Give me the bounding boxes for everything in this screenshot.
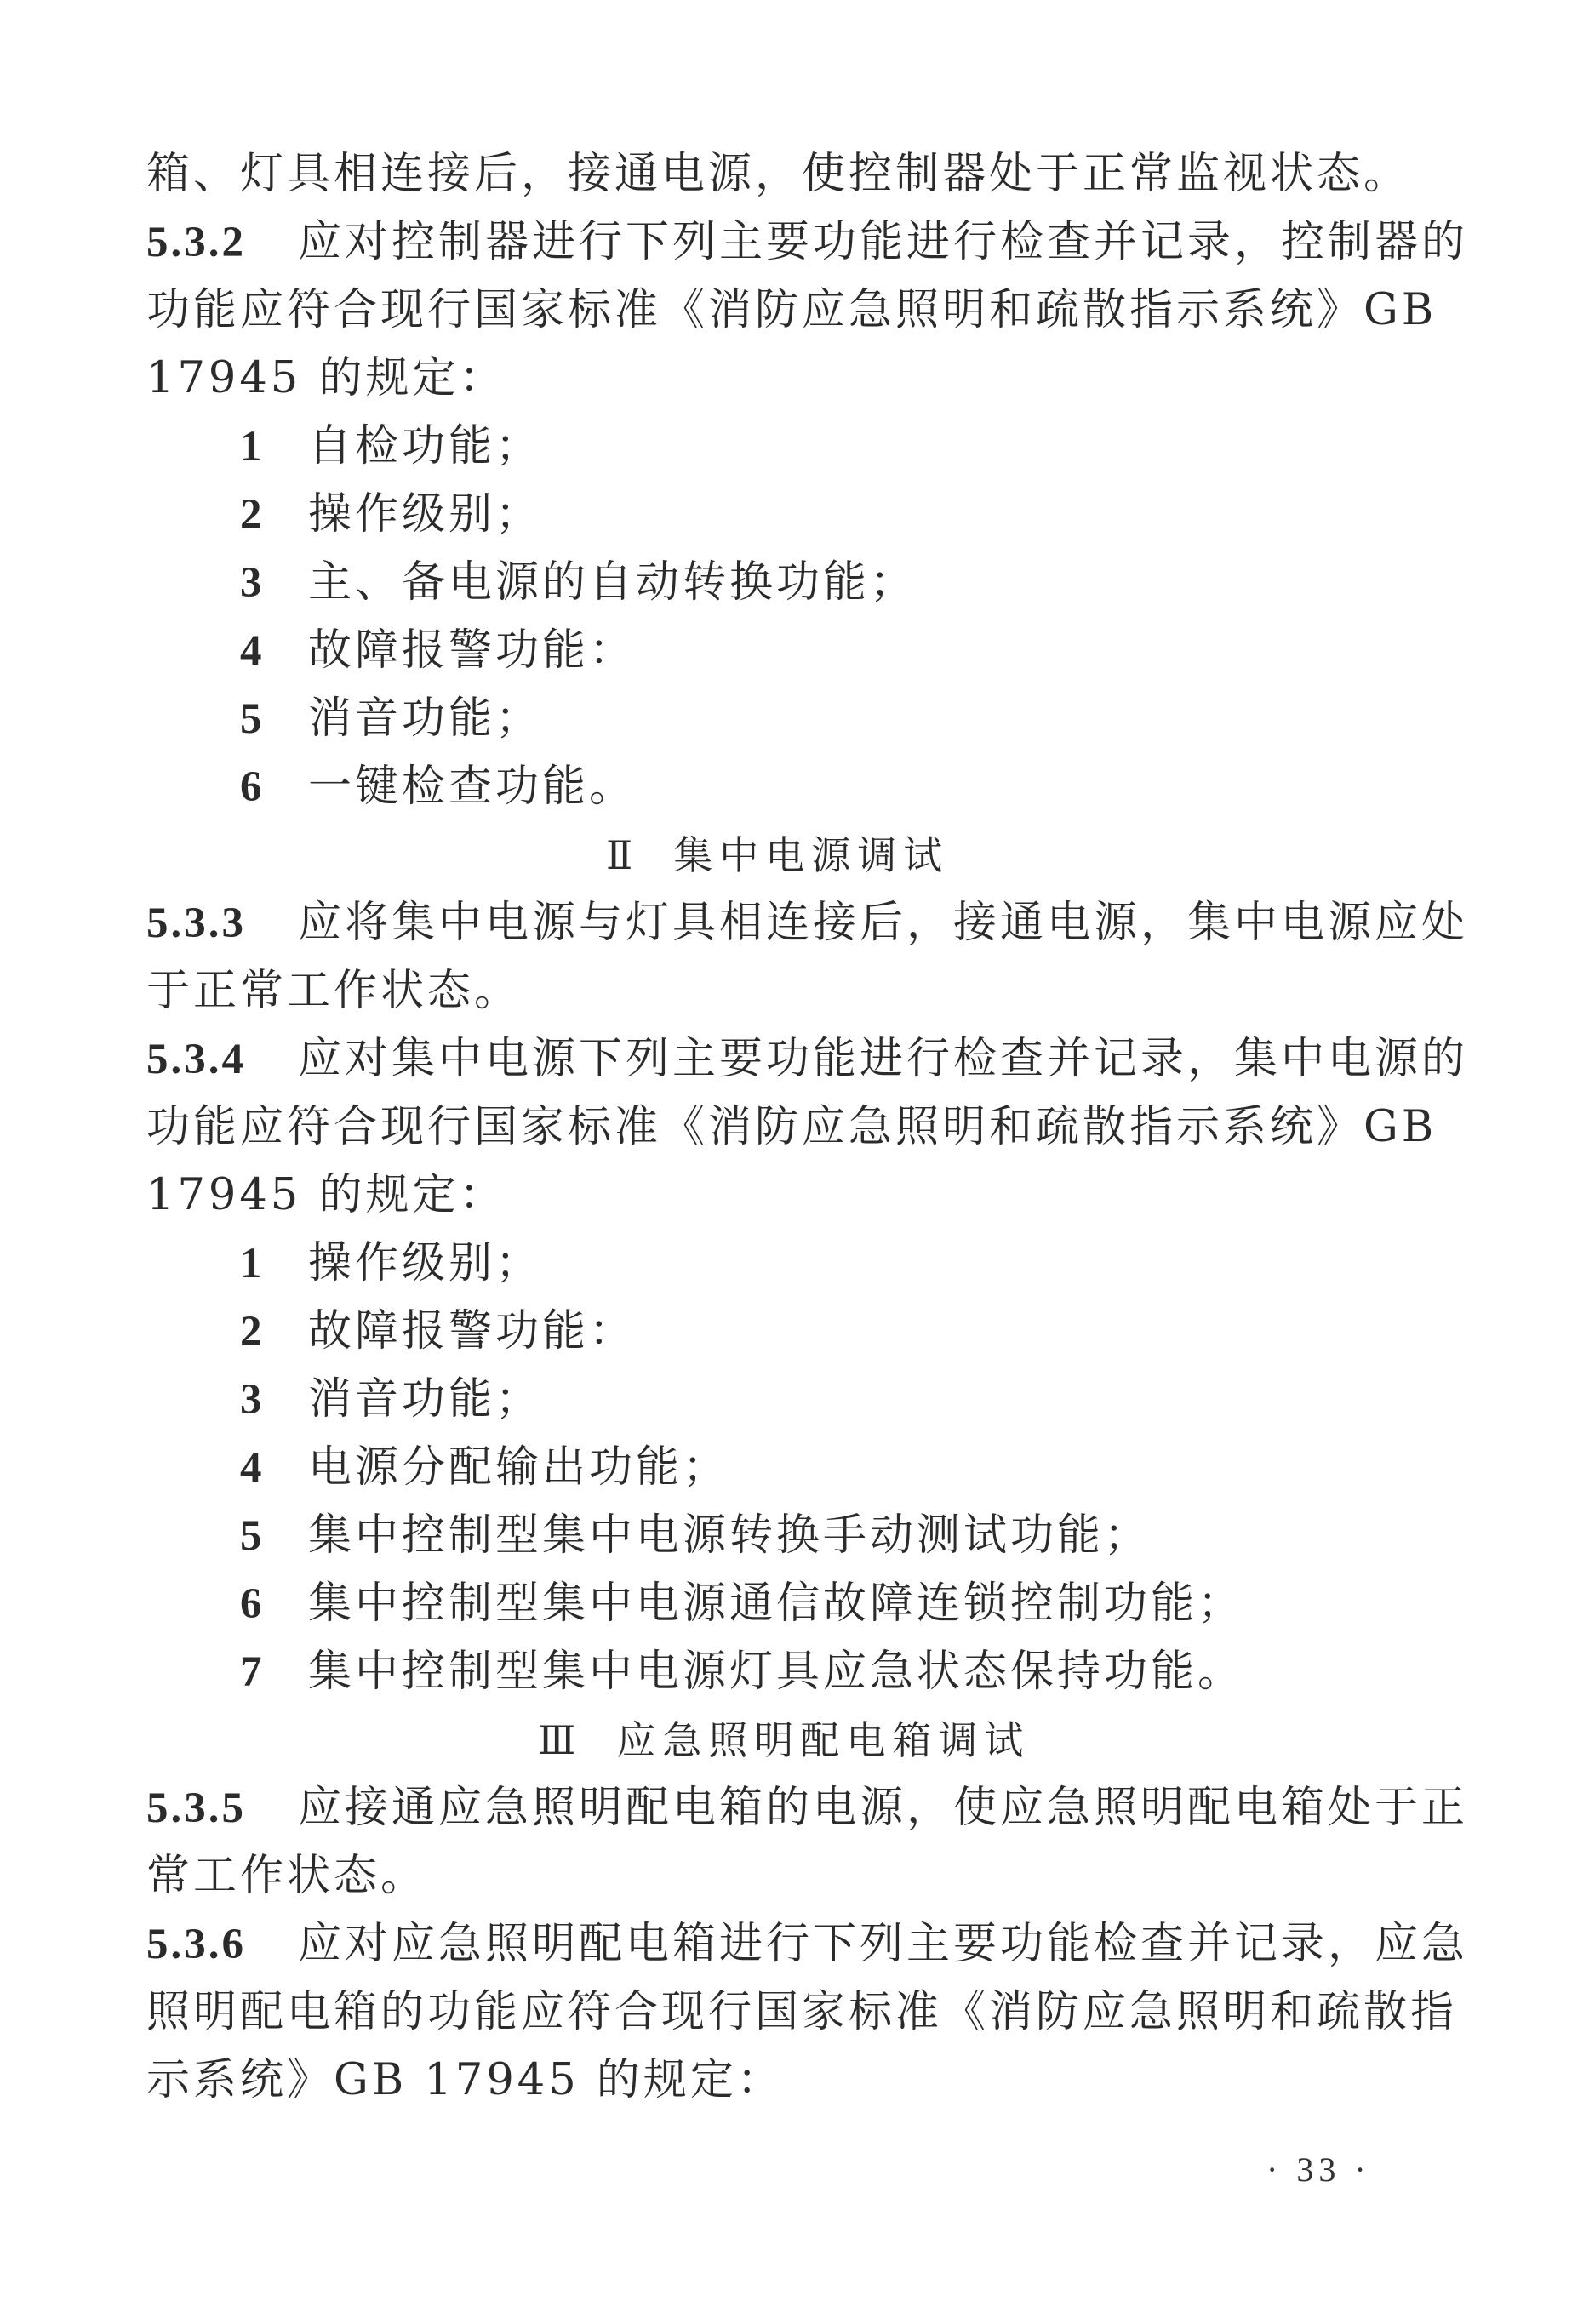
clause-text: 应接通应急照明配电箱的电源，使应急照明配电箱处于正 xyxy=(298,1783,1469,1833)
item-number: 6 xyxy=(240,1580,265,1628)
clause-number: 5.3.6 xyxy=(146,1921,246,1968)
item-text: 消音功能； xyxy=(308,1374,543,1425)
clause-number: 5.3.5 xyxy=(146,1784,246,1832)
item-number: 1 xyxy=(240,423,265,471)
clause-text: 应将集中电源与灯具相连接后，接通电源，集中电源应处 xyxy=(298,898,1469,948)
list-item xyxy=(240,1306,636,1357)
clause-5-3-4 xyxy=(146,1034,1468,1085)
clause-5-3-5 xyxy=(146,1783,1468,1834)
section-roman-numeral: Ⅲ xyxy=(538,1719,583,1762)
section-heading-ii xyxy=(606,830,949,882)
section-heading-text: 应急照明配电箱调试 xyxy=(616,1717,1031,1763)
text-line xyxy=(146,285,1437,336)
list-item xyxy=(240,1374,542,1425)
line-text: 于正常工作状态。 xyxy=(146,966,522,1016)
text-line xyxy=(146,1851,427,1902)
item-number: 4 xyxy=(240,1444,265,1492)
item-text: 自检功能； xyxy=(308,421,543,471)
clause-5-3-3 xyxy=(146,898,1468,949)
item-number: 7 xyxy=(240,1648,265,1696)
list-item xyxy=(240,1647,1244,1698)
list-item xyxy=(240,421,542,472)
clause-text: 应对应急照明配电箱进行下列主要功能检查并记录，应急 xyxy=(298,1919,1469,1969)
clause-number: 5.3.3 xyxy=(146,899,246,947)
item-text: 消音功能； xyxy=(308,694,543,744)
item-text: 操作级别； xyxy=(308,489,543,540)
item-number: 5 xyxy=(240,1512,265,1560)
item-number: 3 xyxy=(240,1376,265,1424)
item-number: 6 xyxy=(240,763,265,811)
clause-text: 应对控制器进行下列主要功能进行检查并记录，控制器的 xyxy=(298,217,1469,267)
line-text: 示系统》GB 17945 的规定： xyxy=(146,2055,784,2105)
list-item xyxy=(240,1510,1151,1562)
item-number: 1 xyxy=(240,1240,265,1288)
line-text: 17945 的规定： xyxy=(146,353,506,403)
list-item xyxy=(240,1579,1244,1630)
item-number: 5 xyxy=(240,695,265,743)
item-text: 故障报警功能： xyxy=(308,1306,637,1356)
item-number: 3 xyxy=(240,559,265,607)
clause-text: 应对集中电源下列主要功能进行检查并记录，集中电源的 xyxy=(298,1034,1469,1084)
page-number: · 33 · xyxy=(1266,2150,1371,2189)
item-text: 操作级别； xyxy=(308,1238,543,1288)
list-item xyxy=(240,1238,542,1289)
clause-number: 5.3.4 xyxy=(146,1036,246,1083)
list-item xyxy=(240,557,917,608)
list-item xyxy=(240,762,636,813)
text-line xyxy=(146,149,1410,200)
item-number: 4 xyxy=(240,627,265,675)
item-number: 2 xyxy=(240,491,265,539)
text-line xyxy=(146,1987,1457,2038)
item-text: 集中控制型集中电源通信故障连锁控制功能； xyxy=(308,1579,1245,1629)
item-text: 电源分配输出功能； xyxy=(308,1442,730,1493)
line-text: 17945 的规定： xyxy=(146,1170,506,1220)
section-roman-numeral: Ⅱ xyxy=(606,834,640,877)
text-line xyxy=(146,1102,1437,1153)
line-text: 箱、灯具相连接后，接通电源，使控制器处于正常监视状态。 xyxy=(146,149,1411,199)
item-text: 主、备电源的自动转换功能； xyxy=(308,557,917,608)
text-line xyxy=(146,353,506,404)
item-number: 2 xyxy=(240,1308,265,1356)
section-heading-text: 集中电源调试 xyxy=(673,832,950,878)
list-item xyxy=(240,694,542,745)
text-line xyxy=(146,2055,784,2106)
item-text: 集中控制型集中电源转换手动测试功能； xyxy=(308,1510,1152,1561)
list-item xyxy=(240,489,542,540)
line-text: 照明配电箱的功能应符合现行国家标准《消防应急照明和疏散指 xyxy=(146,1987,1458,2037)
line-text: 功能应符合现行国家标准《消防应急照明和疏散指示系统》GB xyxy=(146,1102,1438,1152)
item-text: 故障报警功能： xyxy=(308,625,637,676)
section-heading-iii xyxy=(538,1715,1030,1767)
clause-5-3-6 xyxy=(146,1919,1468,1970)
text-line xyxy=(146,966,521,1017)
item-text: 集中控制型集中电源灯具应急状态保持功能。 xyxy=(308,1647,1245,1697)
item-text: 一键检查功能。 xyxy=(308,762,637,812)
list-item xyxy=(240,1442,729,1493)
clause-5-3-2 xyxy=(146,217,1468,268)
line-text: 功能应符合现行国家标准《消防应急照明和疏散指示系统》GB xyxy=(146,285,1438,335)
list-item xyxy=(240,625,636,677)
line-text: 常工作状态。 xyxy=(146,1851,428,1901)
clause-number: 5.3.2 xyxy=(146,219,246,266)
text-line xyxy=(146,1170,506,1221)
